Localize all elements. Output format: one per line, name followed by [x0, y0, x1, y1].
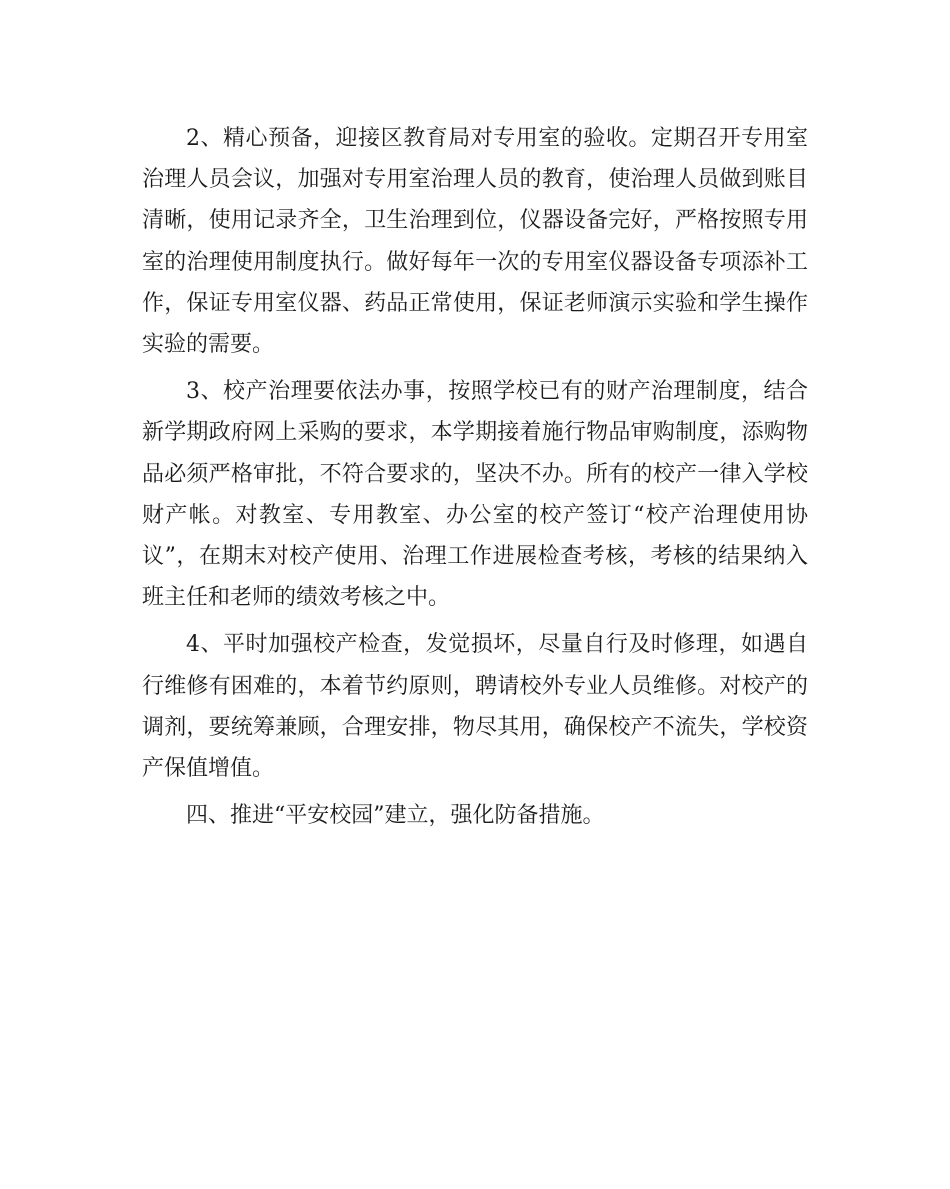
paragraph-item-4: 4、平时加强校产检查，发觉损坏，尽量自行及时修理，如遇自行维修有困难的，本着节约原则，聘请校外专业人员维修。对校产的调剂，要统筹兼顾，合理安排，物尽其用，确保校产不流失，学校资产保值增值。: [142, 632, 808, 782]
paragraph-item-3: 3、校产治理要依法办事，按照学校已有的财产治理制度，结合新学期政府网上采购的要求，本学期接着施行物品审购制度，添购物品必须严格审批，不符合要求的，坚决不办。所有的校产一律入学校财产帐。对教室、专用教室、办公室的校产签订“校产治理使用协议”，在期末对校产使用、治理工作进展检查考核，考核的结果纳入班主任和老师的绩效考核之中。: [142, 379, 808, 611]
section-heading-four: 四、推进“平安校园”建立，强化防备措施。: [186, 803, 605, 829]
paragraph-item-2: 2、精心预备，迎接区教育局对专用室的验收。定期召开专用室治理人员会议，加强对专用室治理人员的教育，使治理人员做到账目清晰，使用记录齐全，卫生治理到位，仪器设备完好，严格按照专用室的治理使用制度执行。做好每年一次的专用室仪器设备专项添补工作，保证专用室仪器、药品正常使用，保证老师演示实验和学生操作实验的需要。: [142, 126, 808, 358]
document-body: [142, 118, 808, 842]
